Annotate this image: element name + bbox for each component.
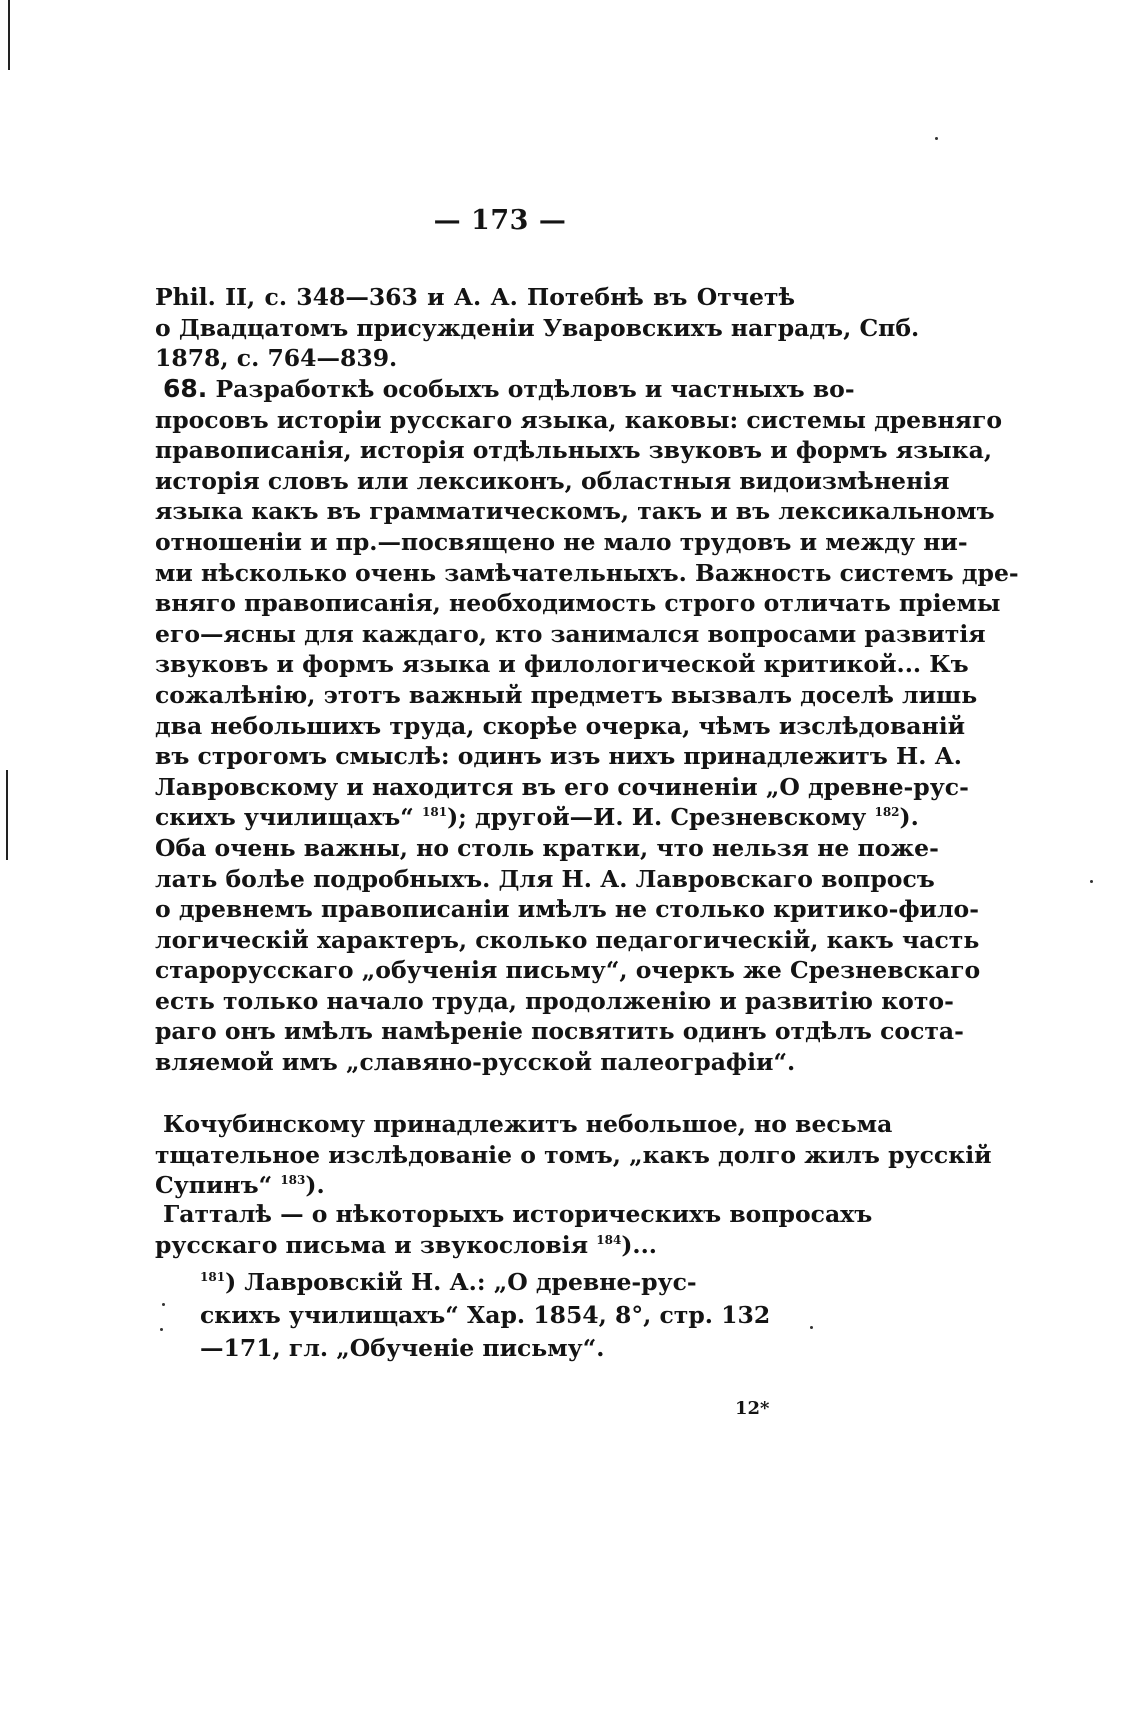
text-line: 1878, с. 764—839. (155, 344, 398, 373)
text-line: Супинъ“ $^{183}$). (155, 1171, 325, 1200)
scan-edge-mid-left (6, 770, 8, 860)
text-line: о Двадцатомъ присужденіи Уваровскихъ наградъ, Спб. (155, 313, 920, 342)
footnote-ref-183[interactable]: 183 (280, 1173, 306, 1188)
footnote-line: скихъ училищахъ“ Хар. 1854, 8°, стр. 132 (200, 1301, 771, 1329)
text-line: языка какъ въ грамматическомъ, такъ и въ лексикальномъ (155, 497, 995, 526)
text-line: исторія словъ или лексиконъ, областныя видоизмѣненія (155, 466, 950, 495)
section-number: 68. (163, 374, 208, 403)
text-line: сожалѣнію, этотъ важный предметъ вызвалъ доселѣ лишь (155, 680, 978, 709)
text-line: просовъ исторіи русскаго языка, каковы: системы древняго (155, 405, 1003, 434)
paragraph-gattala (155, 1199, 873, 1260)
footnote-ref-181[interactable]: 181 (422, 805, 448, 820)
text-line: есть только начало труда, продолженію и развитію кото- (155, 986, 954, 1015)
text-line: въ строгомъ смыслѣ: одинъ изъ нихъ принадлежитъ Н. А. (155, 742, 962, 771)
text-line: звуковъ и формъ языка и филологической критикой... Къ (155, 650, 969, 679)
text-line: логическій характеръ, сколько педагогическій, какъ часть (155, 925, 980, 954)
text-line: вняго правописанія, необходимость строго отличать пріемы (155, 589, 1001, 618)
text-line: его—ясны для каждаго, кто занимался вопросами развитія (155, 619, 986, 648)
footnote-line: $^{181}$) Лавровскій Н. А.: „О древне-рус- (200, 1268, 697, 1296)
printer-signature-mark: 12* (735, 1398, 770, 1419)
scan-speck (935, 137, 938, 140)
scan-speck (160, 1328, 163, 1331)
footnote-181 (200, 1266, 790, 1365)
text-line: лать болѣе подробныхъ. Для Н. А. Лавровскаго вопросъ (155, 864, 935, 893)
paragraph-continuation (155, 282, 920, 374)
text-line: раго онъ имѣлъ намѣреніе посвятить одинъ отдѣлъ соста- (155, 1017, 964, 1046)
scan-speck (1090, 880, 1093, 883)
text-line: отношеніи и пр.—посвящено не мало трудовъ и между ни- (155, 527, 968, 556)
paragraph-kochubinsky (155, 1109, 992, 1201)
text-line: скихъ училищахъ“ $^{181}$); другой—И. И. Срезневскому $^{182}$). (155, 803, 919, 832)
text-line: правописанія, исторія отдѣльныхъ звуковъ и формъ языка, (155, 436, 993, 465)
text-line: русскаго письма и звукословія $^{184}$)... (155, 1230, 657, 1259)
scan-speck (162, 1303, 165, 1306)
text-line: о древнемъ правописаніи имѣлъ не столько критико-фило- (155, 895, 979, 924)
text-line: два небольшихъ труда, скорѣе очерка, чѣмъ изслѣдованій (155, 711, 966, 740)
paragraph-section-68 (155, 374, 1019, 1078)
footnote-marker: 181 (200, 1270, 226, 1285)
text-line: Гатталѣ — о нѣкоторыхъ историческихъ вопросахъ (163, 1200, 873, 1228)
text-line: Phil. II, c. 348—363 и А. А. Потебнѣ въ Отчетѣ (155, 283, 795, 311)
text-line: Оба очень важны, но столь кратки, что нельзя не поже- (155, 833, 939, 862)
footnote-line: —171, гл. „Обученіе письму“. (200, 1334, 605, 1362)
text-line: Лавровскому и находится въ его сочиненіи „О древне-рус- (155, 772, 969, 801)
scan-speck (810, 1326, 813, 1329)
text-line: ми нѣсколько очень замѣчательныхъ. Важность системъ дре- (155, 558, 1019, 587)
footnote-ref-182[interactable]: 182 (874, 805, 900, 820)
scan-edge-top-left (8, 0, 10, 70)
text-line: вляемой имъ „славяно-русской палеографіи“. (155, 1048, 796, 1077)
text-line: Кочубинскому принадлежитъ небольшое, но весьма (163, 1110, 893, 1138)
page-number: — 173 — (433, 205, 567, 236)
footnote-ref-184[interactable]: 184 (596, 1232, 622, 1247)
text-line: старорусскаго „обученія письму“, очеркъ же Срезневскаго (155, 956, 981, 985)
text-line: тщательное изслѣдованіе о томъ, „какъ долго жилъ русскій (155, 1140, 992, 1169)
text-line: 68. Разработкѣ особыхъ отдѣловъ и частныхъ во- (163, 374, 855, 403)
